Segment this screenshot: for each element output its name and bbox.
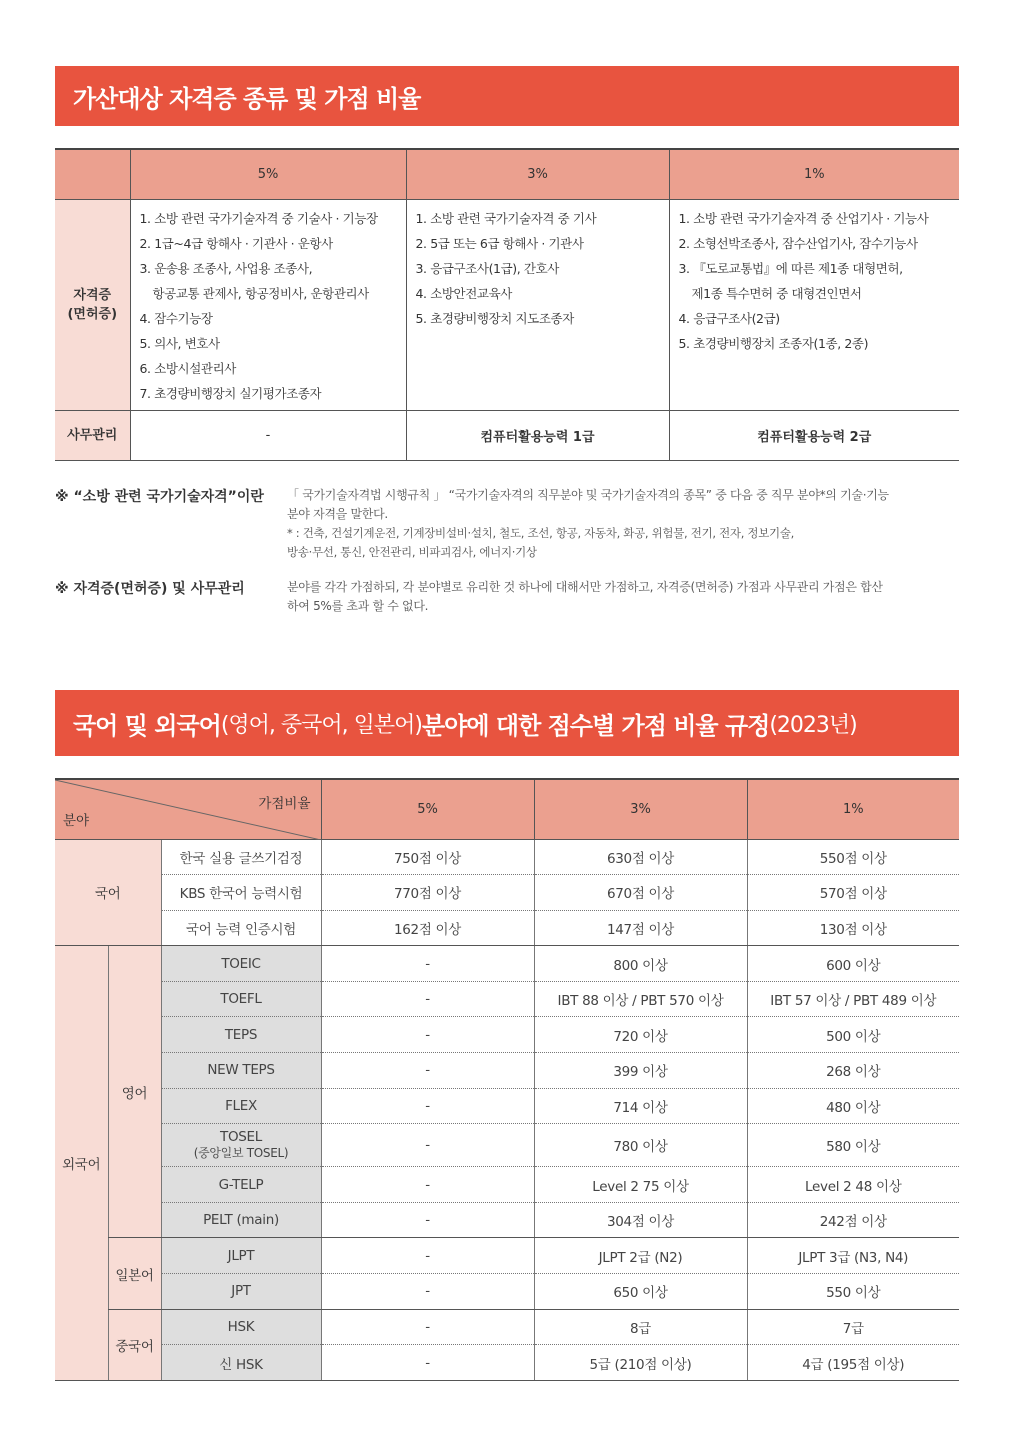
note1-body bbox=[287, 486, 959, 562]
section2-title-bold1: 국어 및 외국어 bbox=[73, 711, 221, 740]
header-3pct: 3% bbox=[534, 779, 747, 839]
section2-title-bold2: 분야에 대한 점수별 가점 비율 규정 bbox=[421, 711, 770, 740]
test-name: 한국 실용 글쓰기검정 bbox=[161, 839, 321, 875]
score-1pct: 480 이상 bbox=[747, 1088, 959, 1124]
score-5pct: - bbox=[321, 1017, 534, 1053]
score-3pct: 780 이상 bbox=[534, 1124, 747, 1167]
score-3pct: 670점 이상 bbox=[534, 875, 747, 911]
score-5pct: - bbox=[321, 981, 534, 1017]
test-name: NEW TEPS bbox=[161, 1053, 321, 1089]
note2-body-line2: 하여 5%를 초과 할 수 없다. bbox=[287, 599, 429, 613]
table-row bbox=[55, 981, 959, 1017]
note1-body-line1: 「 국가기술자격법 시행규칙 」 “국가기술자격의 직무분야 및 국가기술자격의 종목” 중 다음 중 직무 분야*의 기술·기능 bbox=[287, 488, 889, 502]
test-name: TOEIC bbox=[161, 946, 321, 982]
list-item: 4. 잠수기능장 bbox=[139, 310, 213, 326]
score-3pct: 800 이상 bbox=[534, 946, 747, 982]
score-1pct: Level 2 48 이상 bbox=[747, 1167, 959, 1203]
certificate-table bbox=[55, 148, 959, 461]
section2-title-banner bbox=[55, 690, 959, 756]
test-name: JLPT bbox=[161, 1238, 321, 1274]
category-foreign: 외국어 bbox=[55, 946, 108, 1381]
score-1pct: 242점 이상 bbox=[747, 1202, 959, 1238]
table-row bbox=[55, 1017, 959, 1053]
score-1pct: IBT 57 이상 / PBT 489 이상 bbox=[747, 981, 959, 1017]
list-item: 제1종 특수면허 중 대형견인면서 bbox=[691, 285, 862, 301]
list-item: 2. 1급~4급 항해사 · 기관사 · 운항사 bbox=[139, 235, 333, 251]
test-name: TEPS bbox=[161, 1017, 321, 1053]
score-1pct: 570점 이상 bbox=[747, 875, 959, 911]
language-score-table bbox=[55, 778, 959, 1381]
test-name: JPT bbox=[161, 1274, 321, 1310]
list-item: 5. 초경량비행장치 조종자(1종, 2종) bbox=[678, 335, 869, 351]
note-fire-certificate bbox=[55, 486, 959, 562]
list-item: 1. 소방 관련 국가기술자격 중 기사 bbox=[415, 210, 597, 226]
table-row bbox=[55, 1274, 959, 1310]
license-row-label bbox=[55, 199, 130, 410]
score-3pct: 147점 이상 bbox=[534, 910, 747, 946]
score-1pct: 4급 (195점 이상) bbox=[747, 1345, 959, 1381]
score-3pct: 720 이상 bbox=[534, 1017, 747, 1053]
score-3pct: 714 이상 bbox=[534, 1088, 747, 1124]
table-row bbox=[55, 839, 959, 875]
header-empty bbox=[55, 149, 130, 199]
score-3pct: 399 이상 bbox=[534, 1053, 747, 1089]
score-5pct: - bbox=[321, 1309, 534, 1345]
score-5pct: - bbox=[321, 1167, 534, 1203]
certificate-table-header bbox=[55, 149, 959, 199]
score-1pct: 580 이상 bbox=[747, 1124, 959, 1167]
test-name: KBS 한국어 능력시험 bbox=[161, 875, 321, 911]
note2-label: ※ 자격증(면허증) 및 사무관리 bbox=[55, 581, 245, 597]
score-5pct: - bbox=[321, 1345, 534, 1381]
score-5pct: - bbox=[321, 1124, 534, 1167]
table-row bbox=[55, 1053, 959, 1089]
test-name: PELT (main) bbox=[161, 1202, 321, 1238]
score-5pct: - bbox=[321, 1088, 534, 1124]
score-5pct: - bbox=[321, 1274, 534, 1310]
language-table-header bbox=[55, 779, 959, 839]
score-1pct: 7급 bbox=[747, 1309, 959, 1345]
list-item: 1. 소방 관련 국가기술자격 중 기술사 · 기능장 bbox=[139, 210, 378, 226]
header-field-label: 분야 bbox=[63, 812, 90, 829]
section2-title-normal1: (영어, 중국어, 일본어) bbox=[220, 712, 422, 738]
test-name: TOSEL bbox=[220, 1129, 262, 1146]
score-1pct: 130점 이상 bbox=[747, 910, 959, 946]
score-3pct: 650 이상 bbox=[534, 1274, 747, 1310]
category-chinese: 중국어 bbox=[108, 1309, 161, 1380]
score-3pct: 8급 bbox=[534, 1309, 747, 1345]
table-row bbox=[55, 1202, 959, 1238]
note1-sub-line1: * : 건축, 건설기계운전, 기계장비설비·설치, 철도, 조선, 항공, 자동차, 화공, 위험물, 전기, 전자, 정보기술, bbox=[287, 526, 795, 540]
test-name: G-TELP bbox=[161, 1167, 321, 1203]
note-license-office bbox=[55, 578, 959, 616]
score-5pct: - bbox=[321, 946, 534, 982]
test-name: 국어 능력 인증시험 bbox=[161, 910, 321, 946]
office-row bbox=[55, 410, 959, 460]
test-name: FLEX bbox=[161, 1088, 321, 1124]
list-item: 3. 응급구조사(1급), 간호사 bbox=[415, 260, 559, 276]
test-name: 신 HSK bbox=[161, 1345, 321, 1381]
test-name-sub: (중앙일보 TOSEL) bbox=[193, 1146, 289, 1161]
list-item: 3. 운송용 조종사, 사업용 조종사, bbox=[139, 260, 313, 276]
license-5pct-cell bbox=[130, 199, 406, 410]
score-5pct: 750점 이상 bbox=[321, 839, 534, 875]
office-row-label: 사무관리 bbox=[55, 410, 130, 460]
office-3pct-cell: 컴퓨터활용능력 1급 bbox=[406, 410, 669, 460]
score-1pct: 550점 이상 bbox=[747, 839, 959, 875]
score-3pct: JLPT 2급 (N2) bbox=[534, 1238, 747, 1274]
test-name-tosel bbox=[161, 1124, 321, 1167]
table-row bbox=[55, 1167, 959, 1203]
section1-title: 가산대상 자격증 종류 및 가점 비율 bbox=[73, 84, 421, 113]
table-row bbox=[55, 1309, 959, 1345]
list-item: 5. 의사, 변호사 bbox=[139, 335, 220, 351]
table-row bbox=[55, 875, 959, 911]
list-item: 4. 소방안전교육사 bbox=[415, 285, 512, 301]
note2-body bbox=[287, 578, 959, 616]
score-3pct: IBT 88 이상 / PBT 570 이상 bbox=[534, 981, 747, 1017]
list-item: 4. 응급구조사(2급) bbox=[678, 310, 780, 326]
office-1pct-cell: 컴퓨터활용능력 2급 bbox=[669, 410, 959, 460]
score-3pct: 5급 (210점 이상) bbox=[534, 1345, 747, 1381]
header-diagonal-cell bbox=[55, 779, 321, 839]
category-japanese: 일본어 bbox=[108, 1238, 161, 1309]
list-item: 5. 초경량비행장치 지도조종자 bbox=[415, 310, 574, 326]
header-5pct: 5% bbox=[130, 149, 406, 199]
score-1pct: 500 이상 bbox=[747, 1017, 959, 1053]
score-5pct: - bbox=[321, 1238, 534, 1274]
list-item: 6. 소방시설관리사 bbox=[139, 360, 236, 376]
license-label-line2: (면허증) bbox=[67, 306, 118, 322]
score-1pct: 550 이상 bbox=[747, 1274, 959, 1310]
table-row bbox=[55, 1238, 959, 1274]
list-item: 2. 소형선박조종사, 잠수산업기사, 잠수기능사 bbox=[678, 235, 918, 251]
header-1pct: 1% bbox=[747, 779, 959, 839]
header-5pct: 5% bbox=[321, 779, 534, 839]
score-3pct: 630점 이상 bbox=[534, 839, 747, 875]
score-5pct: 162점 이상 bbox=[321, 910, 534, 946]
table-row bbox=[55, 1088, 959, 1124]
office-5pct-cell: - bbox=[130, 410, 406, 460]
score-5pct: - bbox=[321, 1202, 534, 1238]
table-row bbox=[55, 1124, 959, 1167]
score-1pct: 600 이상 bbox=[747, 946, 959, 982]
note1-label: ※ “소방 관련 국가기술자격”이란 bbox=[55, 489, 264, 505]
license-label-line1: 자격증 bbox=[73, 287, 112, 303]
list-item: 2. 5급 또는 6급 항해사 · 기관사 bbox=[415, 235, 584, 251]
score-1pct: JLPT 3급 (N3, N4) bbox=[747, 1238, 959, 1274]
test-name: TOEFL bbox=[161, 981, 321, 1017]
list-item: 7. 초경량비행장치 실기평가조종자 bbox=[139, 385, 322, 401]
score-3pct: 304점 이상 bbox=[534, 1202, 747, 1238]
test-name: HSK bbox=[161, 1309, 321, 1345]
table-row bbox=[55, 1345, 959, 1381]
score-5pct: 770점 이상 bbox=[321, 875, 534, 911]
list-item: 항공교통 관제사, 항공정비사, 운항관리사 bbox=[152, 285, 369, 301]
score-1pct: 268 이상 bbox=[747, 1053, 959, 1089]
section1-title-banner bbox=[55, 66, 959, 126]
note2-body-line1: 분야를 각각 가점하되, 각 분야별로 유리한 것 하나에 대해서만 가점하고, 자격증(면허증) 가점과 사무관리 가점은 합산 bbox=[287, 580, 883, 594]
header-1pct: 1% bbox=[669, 149, 959, 199]
table-row bbox=[55, 910, 959, 946]
category-korean: 국어 bbox=[55, 839, 161, 946]
header-ratio-label: 가점비율 bbox=[258, 796, 311, 812]
license-row bbox=[55, 199, 959, 410]
header-3pct: 3% bbox=[406, 149, 669, 199]
table-row bbox=[55, 946, 959, 982]
note1-body-line2: 분야 자격을 말한다. bbox=[287, 507, 388, 521]
license-1pct-cell bbox=[669, 199, 959, 410]
score-3pct: Level 2 75 이상 bbox=[534, 1167, 747, 1203]
note1-sub-line2: 방송·무선, 통신, 안전관리, 비파괴검사, 에너지·기상 bbox=[287, 545, 537, 559]
score-5pct: - bbox=[321, 1053, 534, 1089]
list-item: 3. 『도로교통법』에 따른 제1종 대형면허, bbox=[678, 260, 903, 276]
list-item: 1. 소방 관련 국가기술자격 중 산업기사 · 기능사 bbox=[678, 210, 929, 226]
license-3pct-cell bbox=[406, 199, 669, 410]
section2-title-normal2: (2023년) bbox=[769, 712, 857, 738]
category-english: 영어 bbox=[108, 946, 161, 1238]
